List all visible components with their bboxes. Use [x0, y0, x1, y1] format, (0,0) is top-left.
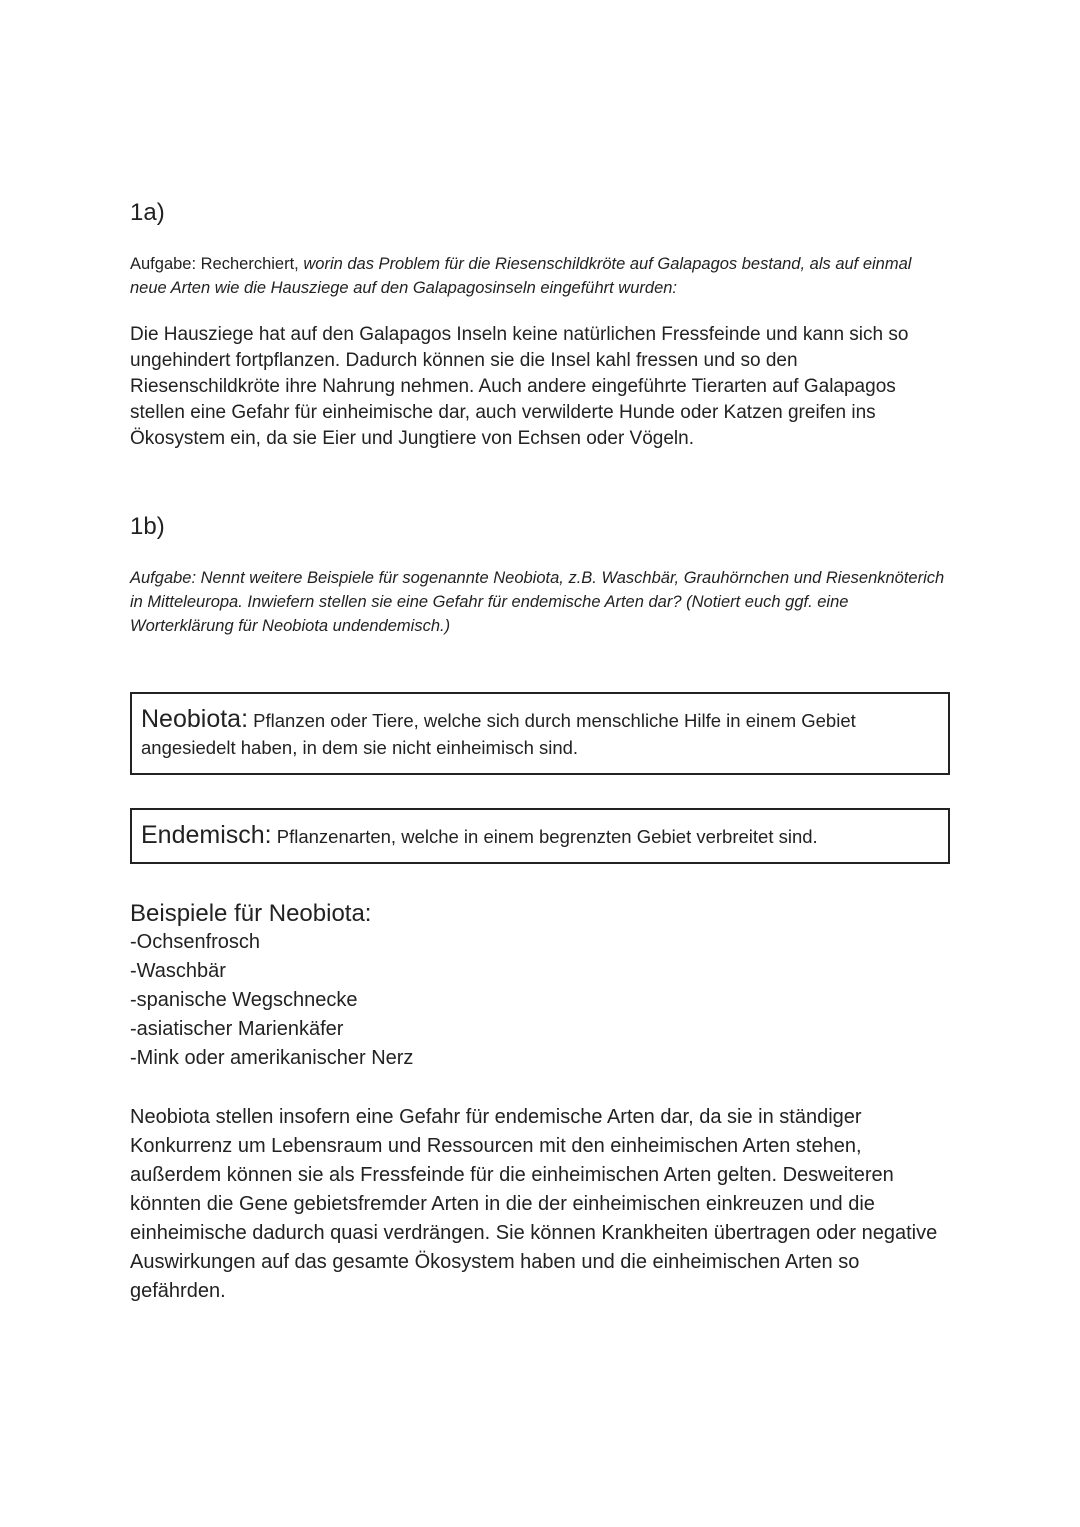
definition-text: Pflanzen oder Tiere, welche sich durch menschliche Hilfe in einem Gebiet angesiedelt haben, in dem sie nicht einheimisch sind. [141, 710, 856, 758]
list-item: -Ochsenfrosch [130, 931, 261, 953]
list-item: -asiatischer Marienkäfer [130, 1018, 344, 1040]
examples-title: Beispiele für Neobiota: [130, 900, 372, 927]
definition-text: Pflanzenarten, welche in einem begrenzten Gebiet verbreitet sind. [276, 826, 818, 847]
answer-1a: Die Hausziege hat auf den Galapagos Inseln keine natürlichen Fressfeinde und kann sich so ungehindert fortpflanzen. Dadurch können sie die Insel kahl fressen und so den Riesenschildkröte ihre Nahrung nehmen. Auch andere eingeführte Tierarten auf Galapagos stellen eine Gefahr für einheimische dar, auch verwilderte Hunde oder Katzen greifen ins Ökosystem ein, da sie Eier und Jungtiere von Echsen oder Vögeln. [130, 324, 909, 449]
definition-box-endemisch [130, 808, 950, 864]
task-1a-prefix: Aufgabe: Recherchiert, [130, 255, 304, 273]
list-item: -spanische Wegschnecke [130, 989, 358, 1011]
conclusion-paragraph: Neobiota stellen insofern eine Gefahr für endemische Arten dar, da sie in ständiger Konkurrenz um Lebensraum und Ressourcen mit den einheimischen Arten stehen, außerdem können sie als Fressfeinde für die einheimischen Arten gelten. Desweiteren könnten die Gene gebietsfremder Arten in die der einheimischen einkreuzen und die einheimische dadurch quasi verdrängen. Sie können Krankheiten übertragen oder negative Auswirkungen auf das gesamte Ökosystem haben und die einheimischen Arten so gefährden. [130, 1106, 938, 1302]
definition-term: Endemisch: [141, 821, 272, 849]
list-item: -Waschbär [130, 960, 226, 982]
definition-term: Neobiota: [141, 705, 249, 733]
definition-box-neobiota [130, 692, 950, 775]
task-1b: Aufgabe: Nennt weitere Beispiele für sogenannte Neobiota, z.B. Waschbär, Grauhörnchen und Riesenknöterich in Mitteleuropa. Inwiefern stellen sie eine Gefahr für endemische Arten dar? (Notiert euch ggf. eine Worterklärung für Neobiota undendemisch.) [130, 569, 945, 635]
examples-list [130, 928, 950, 1073]
heading-1a: 1a) [130, 199, 165, 226]
heading-1b: 1b) [130, 513, 165, 540]
task-1a-italic: worin das Problem für die Riesenschildkröte auf Galapagos bestand, als auf einmal neue Arten wie die Hausziege auf den Galapagosinseln eingeführt wurden: [130, 255, 912, 297]
task-1a [130, 252, 950, 300]
page-content [130, 198, 950, 1326]
list-item: -Mink oder amerikanischer Nerz [130, 1047, 414, 1069]
